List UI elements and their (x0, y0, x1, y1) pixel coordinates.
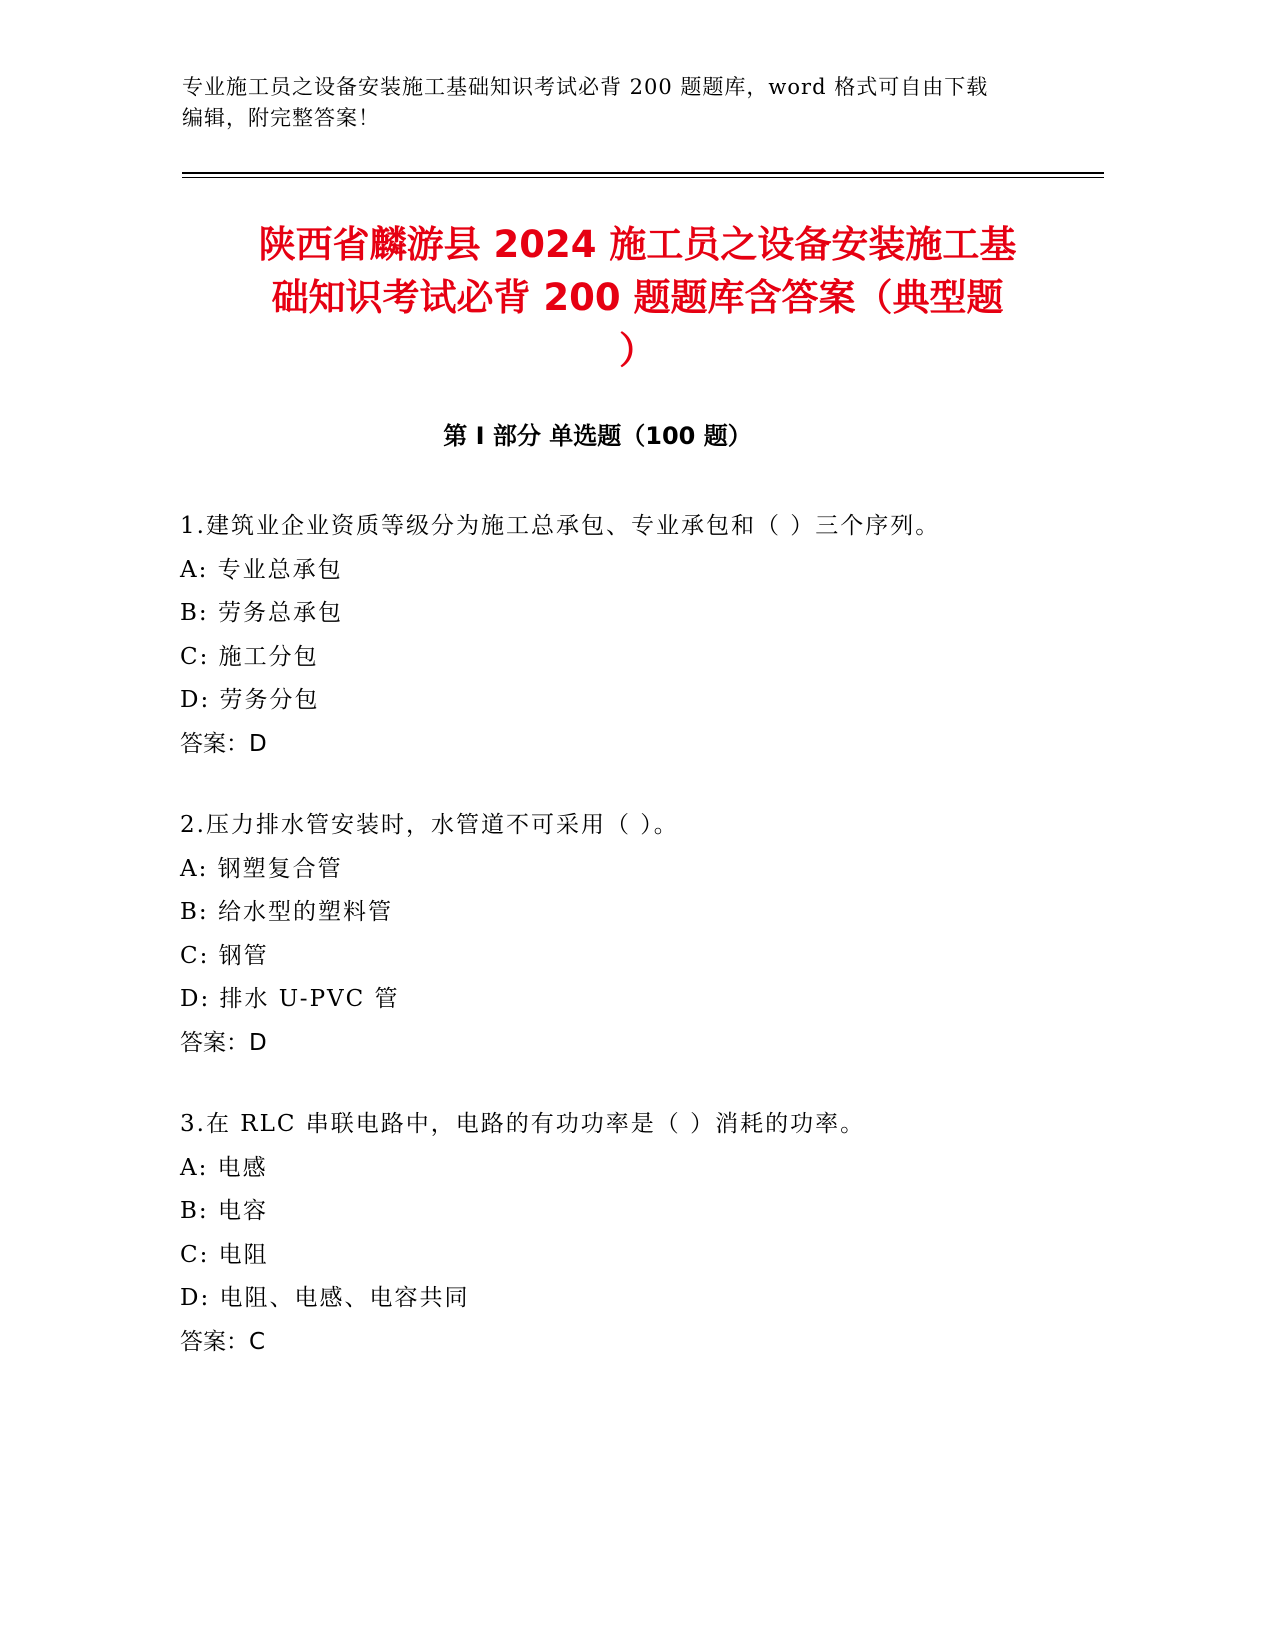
question-stem: 2.压力排水管安装时，水管道不可采用（ ）。 (180, 812, 679, 838)
section-heading: 第 I 部分 单选题（100 题） (443, 422, 752, 450)
question-item (180, 804, 1110, 1065)
option-b: B: 电容 (180, 1198, 268, 1224)
option-d: D: 劳务分包 (180, 687, 320, 713)
answer-line: 答案：C (180, 1328, 266, 1355)
question-item (180, 505, 1110, 766)
document-title (170, 218, 1105, 377)
document-title-line-3: ） (619, 329, 656, 372)
answer-line: 答案：D (180, 730, 267, 757)
question-stem: 1.建筑业企业资质等级分为施工总承包、专业承包和（ ）三个序列。 (180, 513, 941, 539)
option-b: B: 劳务总承包 (180, 600, 343, 626)
option-b: B: 给水型的塑料管 (180, 899, 393, 925)
document-title-line-1: 陕西省麟游县 2024 施工员之设备安装施工基 (258, 223, 1017, 266)
header-note-line-2: 编辑，附完整答案！ (182, 106, 380, 130)
question-stem: 3.在 RLC 串联电路中，电路的有功功率是（ ）消耗的功率。 (180, 1111, 866, 1137)
option-c: C: 施工分包 (180, 643, 319, 670)
option-c: C: 电阻 (180, 1241, 269, 1268)
question-list (180, 505, 1110, 1402)
option-a: A: 专业总承包 (180, 556, 343, 583)
document-title-line-2: 础知识考试必背 200 题题库含答案（典型题 (271, 276, 1004, 319)
question-item (180, 1103, 1110, 1364)
header-divider-thick (182, 172, 1104, 174)
option-a: A: 钢塑复合管 (180, 855, 343, 882)
option-a: A: 电感 (180, 1154, 268, 1181)
answer-line: 答案：D (180, 1029, 267, 1056)
header-divider-thin (182, 177, 1104, 178)
option-d: D: 排水 U-PVC 管 (180, 986, 400, 1012)
option-d: D: 电阻、电感、电容共同 (180, 1285, 470, 1311)
document-header-note (182, 72, 1042, 134)
header-note-line-1: 专业施工员之设备安装施工基础知识考试必背 200 题题库，word 格式可自由下载 (182, 75, 989, 99)
option-c: C: 钢管 (180, 942, 269, 969)
